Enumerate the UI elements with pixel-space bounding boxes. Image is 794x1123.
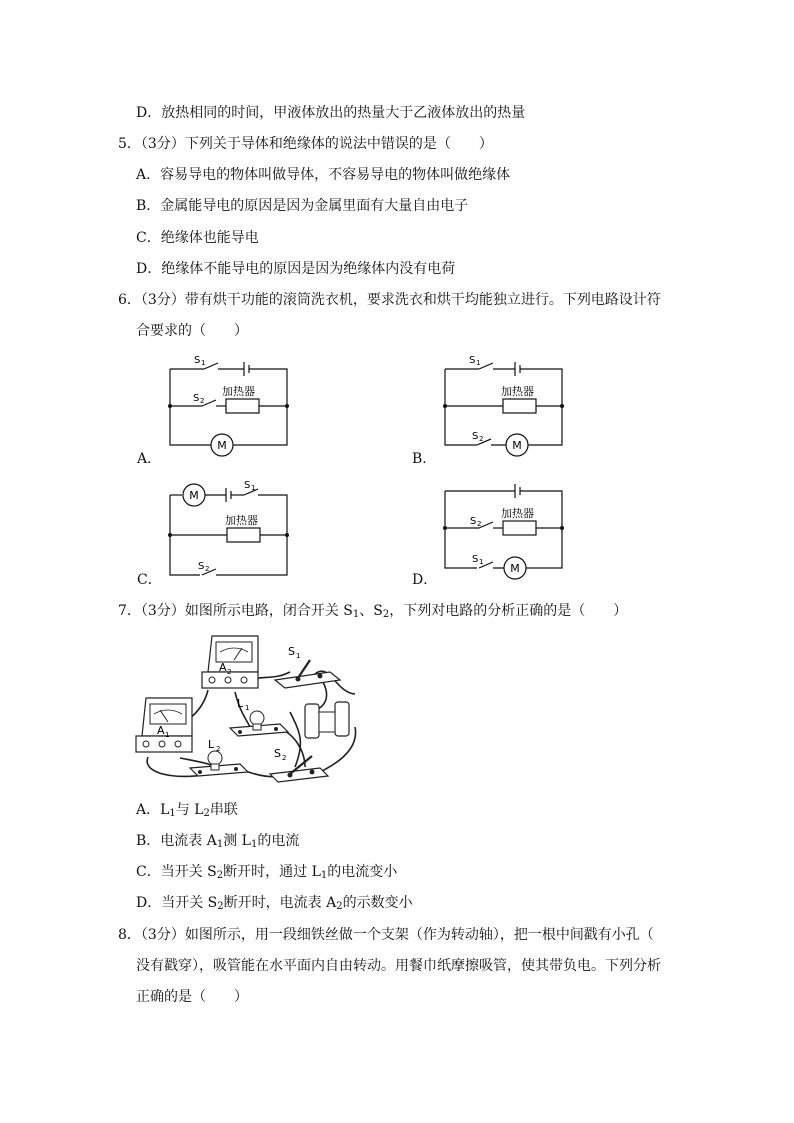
- ammeter-a1-label: A: [157, 724, 165, 737]
- q7-option-a: A．$L_1$与 $L_2$串联: [136, 802, 238, 819]
- subscript: 2: [216, 745, 221, 753]
- switch-s1-label: S: [469, 355, 476, 366]
- heater-label: 加热器: [222, 385, 255, 398]
- ammeter-a2: [202, 636, 258, 688]
- motor-label: M: [217, 439, 227, 452]
- circuit-c-diagram: [160, 478, 295, 583]
- q5-option-a: A．容易导电的物体叫做导体，不容易导电的物体叫做绝缘体: [136, 167, 511, 183]
- subscript: 2: [205, 565, 210, 573]
- circuit-d-diagram: [435, 478, 570, 583]
- subscript: 1: [476, 359, 481, 367]
- subscript: 2: [479, 435, 484, 443]
- q7-option-c: C．当开关 $S_2$断开时，通过 $L_1$的电流变小: [136, 864, 398, 881]
- q7-option-b: B．电流表 $A_1$测 $L_1$的电流: [136, 833, 300, 850]
- subscript: 2: [227, 668, 232, 676]
- switch-s1-label: S: [288, 645, 295, 658]
- switch-s2-label: S: [198, 561, 205, 572]
- lamp-l1-label: L: [237, 697, 244, 710]
- q5-stem: 5．（3分）下列关于导体和绝缘体的说法中错误的是（ ）: [118, 136, 493, 152]
- motor-label: M: [510, 562, 520, 575]
- lamp-l2: [190, 751, 248, 776]
- subscript: 2: [477, 520, 482, 528]
- q6-option-b-label: B．: [412, 451, 437, 467]
- switch-s2-label: S: [470, 516, 477, 527]
- switch-s1-label: S: [244, 480, 251, 491]
- lamp-l1: [230, 711, 288, 736]
- switch-s1-label: S: [472, 554, 479, 565]
- subscript: 1: [201, 359, 206, 367]
- heater-label: 加热器: [225, 514, 258, 527]
- switch-s1-label: S: [194, 355, 201, 366]
- q6-stem-line2: 合要求的（ ）: [136, 323, 248, 339]
- lamp-l2-label: L: [208, 738, 215, 751]
- q6-option-a-label: A．: [137, 451, 162, 467]
- switch-s2-label: S: [472, 431, 479, 442]
- subscript: 1: [251, 484, 256, 492]
- q6-option-d-label: D．: [412, 572, 438, 588]
- motor-label: M: [189, 489, 199, 502]
- q7-circuit-illustration: [130, 632, 370, 787]
- switch-s2-label: S: [274, 747, 281, 760]
- circuit-a-diagram: [160, 350, 295, 460]
- battery: [305, 702, 349, 738]
- subscript: 2: [282, 754, 287, 762]
- q7-stem: 7．（3分）如图所示电路，闭合开关 $S_1$、$S_2$，下列对电路的分析正确的是（ ）: [118, 603, 628, 620]
- q6-option-c-label: C．: [137, 572, 162, 588]
- q8-stem-line1: 8．（3分）如图所示，用一段细铁丝做一个支架（作为转动轴），把一根中间戳有小孔（: [118, 927, 654, 943]
- subscript: 1: [165, 731, 170, 739]
- q8-stem-line3: 正确的是（ ）: [136, 989, 248, 1005]
- q8-stem-line2: 没有戳穿），吸管能在水平面内自由转动。用餐巾纸摩擦吸管，使其带负电。下列分析: [136, 958, 661, 974]
- q6-stem-line1: 6．（3分）带有烘干功能的滚筒洗衣机，要求洗衣和烘干均能独立进行。下列电路设计符: [118, 292, 661, 308]
- motor-label: M: [512, 439, 522, 452]
- subscript: 1: [296, 652, 301, 660]
- q5-option-c: C．绝缘体也能导电: [136, 230, 259, 246]
- ammeter-a2-label: A: [219, 661, 227, 674]
- subscript: 2: [200, 397, 205, 405]
- subscript: 1: [245, 704, 250, 712]
- q7-option-d: D．当开关 $S_2$断开时，电流表 $A_2$的示数变小: [136, 895, 413, 912]
- q4-option-d: D．放热相同的时间，甲液体放出的热量大于乙液体放出的热量: [136, 105, 526, 121]
- switch-s2-label: S: [193, 393, 200, 404]
- subscript: 1: [479, 558, 484, 566]
- heater-label: 加热器: [501, 385, 534, 398]
- heater-label: 加热器: [501, 507, 534, 520]
- circuit-b-diagram: [435, 350, 570, 460]
- q5-option-d: D．绝缘体不能导电的原因是因为绝缘体内没有电荷: [136, 261, 456, 277]
- q5-option-b: B．金属能导电的原因是因为金属里面有大量自由电子: [136, 198, 469, 214]
